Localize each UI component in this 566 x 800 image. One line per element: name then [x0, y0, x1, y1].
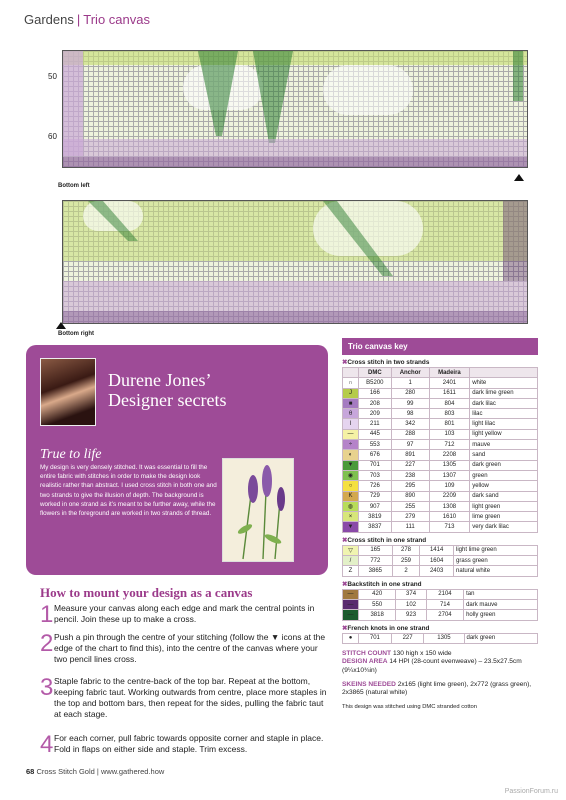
key-madeira: 801	[429, 419, 469, 429]
section-label: Cross stitch in two strands	[347, 359, 430, 366]
key-dmc: 166	[359, 388, 392, 398]
key-row	[343, 419, 538, 429]
key-dmc: 676	[359, 450, 392, 460]
key-color-name: light lilac	[470, 419, 538, 429]
key-anchor: 923	[396, 610, 427, 620]
key-row	[343, 409, 538, 419]
key-anchor: 279	[391, 512, 429, 522]
key-anchor: 255	[391, 501, 429, 511]
key-madeira: 109	[429, 481, 469, 491]
key-madeira: 1307	[429, 470, 469, 480]
key-color-name: light green	[470, 501, 538, 511]
key-dmc: 3837	[359, 522, 392, 532]
key-anchor: 259	[392, 556, 420, 566]
col-madeira: Madeira	[429, 368, 469, 378]
key-madeira: 1305	[424, 633, 464, 643]
key-row	[343, 491, 538, 501]
key-symbol-icon: Z	[343, 566, 359, 576]
key-dmc: 3865	[359, 566, 393, 576]
key-symbol-icon: ×	[343, 512, 359, 522]
lavender-thumbnail	[222, 458, 294, 562]
canvas-key	[342, 338, 538, 710]
key-row	[343, 589, 538, 599]
key-dmc: 3818	[359, 610, 396, 620]
key-color-name: tan	[464, 589, 538, 599]
true-life-body: My design is very densely stitched. It was essential to fill the entire fabric with stitches in order to make the design look realistic rather than abstract. I used cross stitch in both one and two strands to give the illusion of depth. The background is worked in one strand as it’s meant to be further away, while the flowers in the foreground are worked in two strands of thread.	[40, 464, 217, 518]
designer-name: Durene Jones’	[108, 370, 212, 390]
key-dmc: 729	[359, 491, 392, 501]
key-madeira: 2401	[429, 378, 469, 388]
key-row	[343, 378, 538, 388]
key-symbol-icon: ◐	[343, 450, 359, 460]
key-madeira: 712	[429, 440, 469, 450]
section-label: French knots in one strand	[347, 624, 430, 632]
key-table-french	[342, 633, 538, 644]
key-stitch-count: STITCH COUNT 130 high x 150 wide	[342, 649, 452, 657]
key-symbol-icon: ■	[343, 398, 359, 408]
key-anchor: 2	[392, 566, 420, 576]
key-row	[343, 440, 538, 450]
key-symbol-icon: ●	[343, 633, 359, 643]
key-anchor: 102	[396, 599, 427, 609]
key-symbol-icon: θ	[343, 409, 359, 419]
key-madeira: 803	[429, 409, 469, 419]
true-life-heading: True to life	[40, 447, 102, 462]
key-section-one-strand	[342, 536, 538, 544]
key-madeira: 1610	[429, 512, 469, 522]
key-color-name: mauve	[470, 440, 538, 450]
key-anchor: 288	[391, 429, 429, 439]
key-madeira: 2704	[426, 610, 463, 620]
key-table-backstitch	[342, 589, 538, 621]
page-header	[24, 12, 150, 27]
key-symbol-icon: ▼	[343, 522, 359, 532]
section-label: Backstitch in one strand	[347, 580, 422, 588]
key-dmc: 211	[359, 419, 392, 429]
key-madeira: 2209	[429, 491, 469, 501]
key-dmc: 701	[359, 633, 392, 643]
key-dmc: 703	[359, 470, 392, 480]
step-number: 4	[40, 731, 54, 758]
watermark: PassionForum.ru	[504, 788, 558, 795]
lavender-illustration	[223, 459, 294, 562]
key-madeira: 2208	[429, 450, 469, 460]
key-anchor: 891	[391, 450, 429, 460]
key-note: This design was stitched using DMC stranded cotton	[342, 703, 478, 710]
key-madeira: 804	[429, 398, 469, 408]
key-dmc: 209	[359, 409, 392, 419]
header-separator: |	[76, 12, 81, 27]
step-text: Push a pin through the centre of your stitching (follow the ▼ icons at the edge of the chart to find this), into the centre of the canvas where your two pencil lines cross.	[54, 632, 326, 664]
key-row	[343, 460, 538, 470]
key-anchor: 111	[391, 522, 429, 532]
chart-bottom-right	[62, 200, 528, 324]
key-design-area: DESIGN AREA 14 HPI (28-count evenweave) – 23.5x27.5cm (9¼x10¾in)	[342, 658, 522, 674]
chart-band-lime	[63, 51, 528, 65]
key-madeira: 713	[429, 522, 469, 532]
col-name	[470, 368, 538, 378]
key-row	[343, 470, 538, 480]
key-color-name: dark mauve	[464, 599, 538, 609]
chart-band-darklilac-2	[63, 311, 528, 324]
key-color-name: white	[470, 378, 538, 388]
center-marker-icon	[514, 174, 524, 181]
key-anchor: 98	[391, 409, 429, 419]
key-row	[343, 388, 538, 398]
key-color-name: natural white	[454, 566, 538, 576]
key-anchor: 374	[396, 589, 427, 599]
key-madeira: 2403	[420, 566, 454, 576]
key-symbol-icon: —	[343, 610, 359, 620]
key-symbol-icon: —	[343, 599, 359, 609]
key-color-name: very dark lilac	[470, 522, 538, 532]
key-madeira: 1308	[429, 501, 469, 511]
caption-bottom-right: Bottom right	[58, 331, 94, 337]
key-skeins: SKEINS NEEDED 2x165 (light lime green), 2x772 (grass green), 2x3865 (natural white)	[342, 681, 532, 697]
chart-band-darklilac-right	[503, 201, 528, 281]
key-color-name: lime green	[470, 512, 538, 522]
key-symbol-icon: ○	[343, 481, 359, 491]
key-dmc: 550	[359, 599, 396, 609]
key-anchor: 99	[391, 398, 429, 408]
col-anchor: Anchor	[391, 368, 429, 378]
center-marker-icon	[56, 322, 66, 329]
key-dmc: 907	[359, 501, 392, 511]
key-row	[343, 599, 538, 609]
key-color-name: sand	[470, 450, 538, 460]
step-number: 1	[40, 601, 54, 628]
key-dmc: 165	[359, 545, 393, 555]
key-row	[343, 450, 538, 460]
key-symbol-icon: ▽	[343, 545, 359, 555]
key-color-name: grass green	[454, 556, 538, 566]
key-symbol-icon: ◍	[343, 501, 359, 511]
key-row	[343, 633, 538, 643]
key-section-two-strands	[342, 358, 538, 366]
key-symbol-icon: ▼	[343, 460, 359, 470]
key-row	[343, 429, 538, 439]
step-text: Measure your canvas along each edge and mark the central points in pencil. Join these up to make a cross.	[54, 603, 315, 624]
page-subtitle: Trio canvas	[83, 12, 150, 27]
designer-title	[108, 370, 226, 410]
key-dmc: 420	[359, 589, 396, 599]
chart-stem-green-3	[513, 51, 523, 101]
designer-heading: Designer secrets	[108, 390, 227, 410]
key-symbol-icon: I	[343, 419, 359, 429]
caption-bottom-left: Bottom left	[58, 183, 90, 189]
footer-url: www.gathered.how	[100, 767, 165, 776]
key-section-backstitch	[342, 580, 538, 588]
key-anchor: 890	[391, 491, 429, 501]
step-number: 2	[40, 630, 54, 657]
chart-row-label-60: 60	[48, 132, 57, 141]
key-row	[343, 610, 538, 620]
chart-row-label-50: 50	[48, 72, 57, 81]
section-label: Cross stitch in one strand	[347, 536, 427, 544]
page-footer	[26, 767, 164, 776]
key-anchor: 227	[391, 460, 429, 470]
key-row	[343, 566, 538, 576]
key-dmc: 208	[359, 398, 392, 408]
key-dmc: 772	[359, 556, 393, 566]
key-dmc: B5200	[359, 378, 392, 388]
key-row	[343, 556, 538, 566]
cross-icon: ✖	[342, 536, 348, 544]
key-color-name: dark green	[470, 460, 538, 470]
magazine-name: Cross Stitch Gold	[36, 767, 95, 776]
cross-icon: ✖	[342, 580, 348, 588]
key-row	[343, 481, 538, 491]
designer-photo	[40, 358, 96, 426]
key-symbol-icon: K	[343, 491, 359, 501]
footer-separator: |	[96, 767, 99, 776]
key-dmc: 3819	[359, 512, 392, 522]
chart-bottom-left	[62, 50, 528, 168]
key-table-one-strand	[342, 545, 538, 577]
key-madeira: 1611	[429, 388, 469, 398]
key-color-name: light yellow	[470, 429, 538, 439]
col-dmc: DMC	[359, 368, 392, 378]
key-color-name: dark green	[464, 633, 538, 643]
key-anchor: 295	[391, 481, 429, 491]
key-color-name: dark lilac	[470, 398, 538, 408]
chart-area-white-2	[323, 65, 413, 115]
key-color-name: lilac	[470, 409, 538, 419]
key-symbol-icon: —	[343, 589, 359, 599]
step-number: 3	[40, 674, 54, 701]
key-color-name: dark lime green	[470, 388, 538, 398]
chart-band-darklilac	[63, 157, 528, 168]
key-madeira: 1414	[420, 545, 454, 555]
key-dmc: 726	[359, 481, 392, 491]
key-table-two-strands	[342, 367, 538, 533]
key-section-french	[342, 624, 538, 632]
step-text: Staple fabric to the centre-back of the top bar. Repeat at the bottom, keeping fabric taut. Working outwards from centre, place more staples in the top and bottom bars, then repeat for the sides, pulling the fabric taut at each stage.	[54, 676, 327, 719]
section-name: Gardens	[24, 12, 74, 27]
key-symbol-icon: J	[343, 388, 359, 398]
col-symbol	[343, 368, 359, 378]
key-anchor: 280	[391, 388, 429, 398]
key-color-name: light lime green	[454, 545, 538, 555]
key-title: Trio canvas key	[342, 338, 538, 355]
key-symbol-icon: ∩	[343, 378, 359, 388]
key-madeira: 714	[426, 599, 463, 609]
key-row	[343, 545, 538, 555]
cross-icon: ✖	[342, 359, 348, 366]
key-anchor: 342	[391, 419, 429, 429]
key-row	[343, 512, 538, 522]
key-madeira: 1305	[429, 460, 469, 470]
key-symbol-icon: —	[343, 429, 359, 439]
key-anchor: 238	[391, 470, 429, 480]
key-color-name: holly green	[464, 610, 538, 620]
key-row	[343, 398, 538, 408]
key-color-name: green	[470, 470, 538, 480]
key-color-name: dark sand	[470, 491, 538, 501]
key-symbol-icon: /	[343, 556, 359, 566]
key-symbol-icon: ÷	[343, 440, 359, 450]
mount-title: How to mount your design as a canvas	[40, 585, 253, 600]
key-symbol-icon: ◉	[343, 470, 359, 480]
key-madeira: 103	[429, 429, 469, 439]
key-anchor: 1	[391, 378, 429, 388]
page-number: 68	[26, 767, 35, 776]
key-row	[343, 501, 538, 511]
key-dmc: 445	[359, 429, 392, 439]
step-text: For each corner, pull fabric towards opposite corner and staple in place. Fold in flaps on either side and staple. Trim excess.	[54, 733, 324, 754]
key-anchor: 97	[391, 440, 429, 450]
key-madeira: 2104	[426, 589, 463, 599]
key-row	[343, 522, 538, 532]
key-color-name: yellow	[470, 481, 538, 491]
key-anchor: 278	[392, 545, 420, 555]
key-madeira: 1604	[420, 556, 454, 566]
key-anchor: 227	[391, 633, 424, 643]
cross-icon: ✖	[342, 624, 348, 632]
key-dmc: 553	[359, 440, 392, 450]
key-dmc: 701	[359, 460, 392, 470]
